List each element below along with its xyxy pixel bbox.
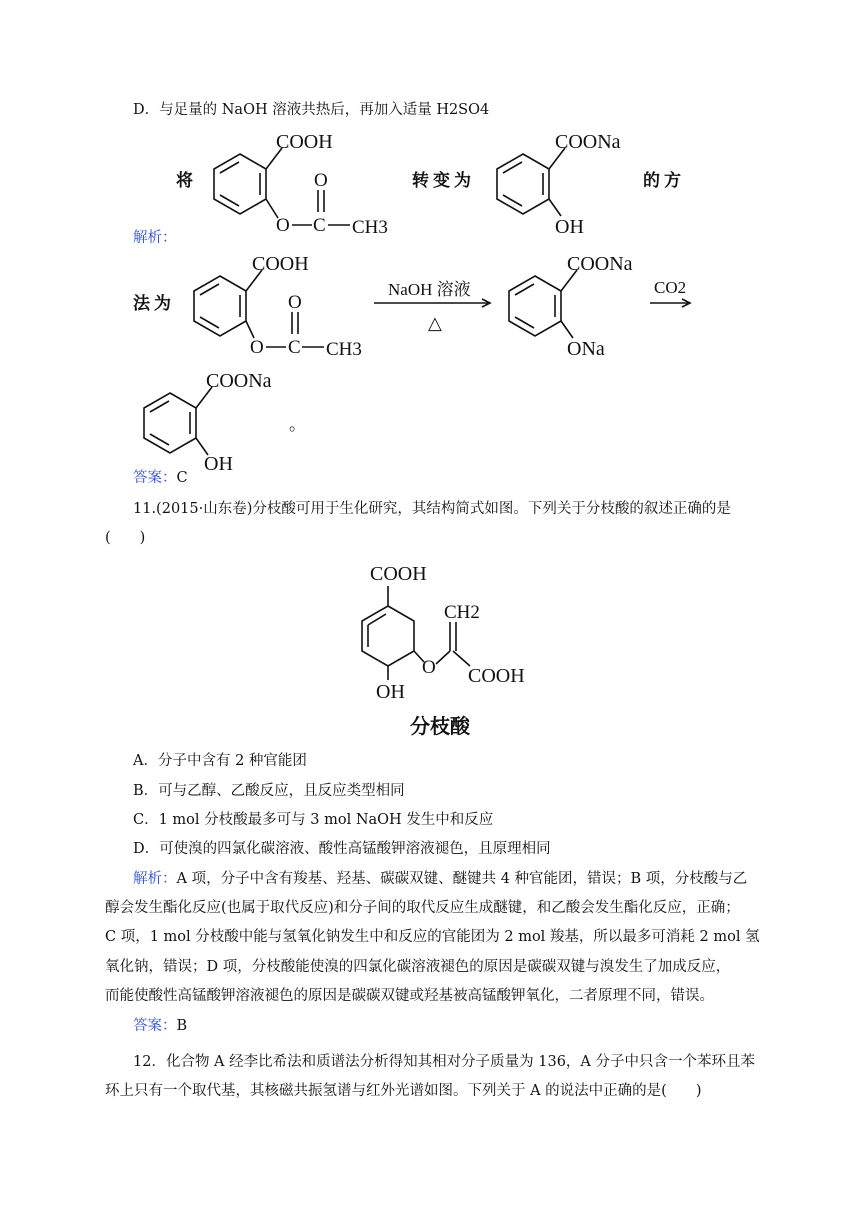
q11-stem-line1: 11.(2015·山东卷)分枝酸可用于生化研究，其结构简式如图。下列关于分枝酸的叙述正确的是	[133, 501, 731, 517]
answer-label: 答案：	[133, 1018, 177, 1034]
answer-label: 答案：	[133, 470, 177, 486]
q11-explain-line3: C 项，1 mol 分枝酸中能与氢氧化钠发生中和反应的官能团为 2 mol 羧基，所以最多可消耗 2 mol 氢	[105, 929, 760, 945]
label-ch3: CH3	[326, 339, 362, 360]
answer-value: C	[176, 470, 188, 486]
explain-label: 解析：	[133, 871, 177, 887]
cyclohexadiene-ring	[362, 606, 414, 666]
q11-option-a: A．分子中含有 2 种官能团	[133, 753, 307, 769]
answer-value: B	[176, 1018, 188, 1034]
q12-line1: 12．化合物 A 经李比希法和质谱法分析得知其相对分子质量为 136，A 分子中只含一个苯环且苯	[133, 1054, 756, 1070]
q10-option-d: D．与足量的 NaOH 溶液共热后，再加入适量 H2SO4	[133, 102, 490, 118]
benzene-ring	[509, 276, 561, 336]
q11-explain-line4: 氧化钠，错误；D 项，分枝酸能使溴的四氯化碳溶液褪色的原因是碳碳双键与溴发生了加成反应，	[105, 959, 731, 975]
benzene-ring	[194, 276, 246, 336]
benzene-ring	[144, 393, 196, 453]
q11-option-c: C．1 mol 分枝酸最多可与 3 mol NaOH 发生中和反应	[133, 812, 494, 828]
explain-text: A 项，分子中含有羧基、羟基、碳碳双键、醚键共 4 种官能团，错误；B 项，分枝酸与乙	[176, 871, 748, 887]
reaction-arrow-2	[648, 275, 718, 325]
word-fawei: 法为	[133, 294, 175, 314]
label-coona: COONa	[555, 131, 621, 153]
q11-stem-line2: ( )	[105, 530, 146, 546]
sodium-salicylate-product	[130, 365, 290, 475]
label-oh: OH	[555, 216, 584, 238]
aspirin-structure	[200, 126, 400, 236]
label-o-ether: O	[422, 657, 436, 678]
benzene-ring	[497, 154, 549, 214]
label-oh: OH	[204, 453, 233, 475]
label-ona: ONa	[567, 338, 605, 360]
label-c: C	[313, 215, 326, 236]
label-o-carbonyl: O	[314, 170, 328, 191]
q11-option-b: B．可与乙醇、乙酸反应，且反应类型相同	[133, 783, 405, 799]
label-ch3: CH3	[352, 217, 388, 238]
label-c: C	[288, 337, 301, 358]
label-o-carbonyl: O	[288, 292, 302, 313]
label-coona: COONa	[206, 370, 272, 392]
label-cooh-top: COOH	[370, 563, 427, 585]
label-coona: COONa	[567, 253, 633, 275]
word-defang: 的方	[643, 171, 685, 191]
sodium-salicylate-structure	[483, 126, 643, 236]
q12-line2: 环上只有一个取代基，其核磁共振氢谱与红外光谱如图。下列关于 A 的说法中正确的是( )	[105, 1083, 702, 1099]
q10-answer	[133, 467, 188, 489]
label-o: O	[276, 215, 290, 236]
reagent-naoh: NaOH 溶液	[388, 280, 471, 299]
chorismic-acid-structure	[340, 558, 540, 738]
label-ch2: CH2	[444, 602, 480, 623]
reaction-arrow-1	[372, 275, 502, 335]
label-cooh: COOH	[276, 131, 333, 153]
disodium-salicylate-structure	[495, 248, 655, 358]
benzene-ring	[214, 154, 266, 214]
q11-explain-line2: 醇会发生酯化反应(也属于取代反应)和分子间的取代反应生成醚键，和乙酸会发生酯化反应，正确；	[105, 900, 740, 916]
molecule-name: 分枝酸	[410, 716, 470, 738]
word-jiang: 将	[176, 171, 197, 191]
aspirin-structure-2	[180, 248, 380, 358]
q11-answer	[133, 1015, 187, 1037]
label-cooh: COOH	[252, 253, 309, 275]
q11-explain-line1	[133, 868, 747, 890]
label-oh: OH	[376, 681, 405, 703]
q11-explain-line5: 而能使酸性高锰酸钾溶液褪色的原因是碳碳双键或羟基被高锰酸钾氧化，二者原理不同，错误。	[105, 988, 714, 1004]
reagent-co2: CO2	[654, 278, 687, 297]
period: 。	[289, 415, 306, 435]
word-zhuanbianwei: 转变为	[412, 171, 475, 191]
q10-explain-label: 解析：	[133, 230, 177, 246]
q11-option-d: D．可使溴的四氯化碳溶液、酸性高锰酸钾溶液褪色，且原理相同	[133, 841, 551, 857]
label-o: O	[250, 337, 264, 358]
reagent-heat: △	[428, 313, 442, 333]
label-cooh-side: COOH	[468, 665, 525, 687]
